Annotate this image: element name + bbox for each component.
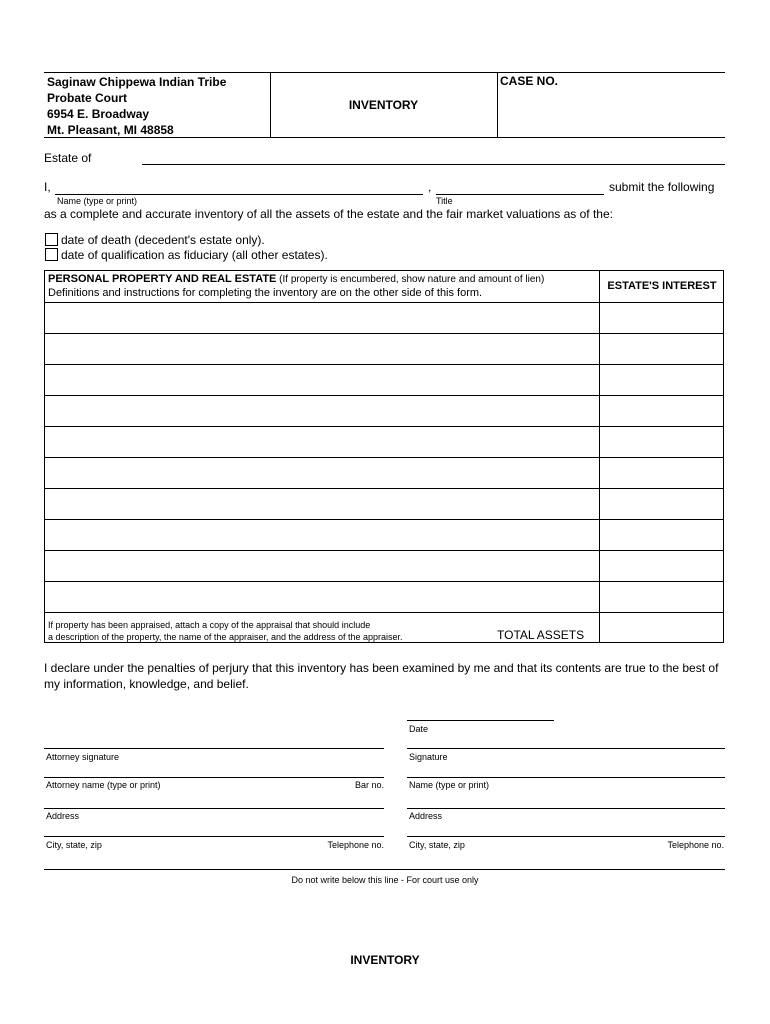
address-field[interactable]	[407, 794, 725, 809]
table-row-rule	[44, 426, 724, 427]
table-row-rule	[44, 333, 724, 334]
estate-of-label: Estate of	[44, 151, 92, 165]
total-assets-label: TOTAL ASSETS	[497, 628, 585, 642]
declaration	[44, 660, 718, 692]
bar-number-label: Bar no.	[354, 780, 384, 790]
signature-label: Signature	[409, 752, 448, 762]
estate-interest-field[interactable]	[601, 583, 726, 612]
estate-interest-field[interactable]	[601, 304, 726, 333]
estate-interest-field[interactable]	[601, 335, 726, 364]
total-assets-field[interactable]	[601, 614, 726, 643]
title-caption: Title	[436, 196, 453, 206]
i-label: I,	[44, 180, 51, 194]
name-caption: Name (type or print)	[57, 196, 138, 206]
form-title: INVENTORY	[348, 98, 419, 112]
court-address	[47, 74, 226, 138]
estate-interest-field[interactable]	[601, 397, 726, 426]
court-name: Saginaw Chippewa Indian Tribe	[47, 75, 227, 89]
attorney-signature-field[interactable]	[44, 734, 384, 749]
appraisal-note-line2: a description of the property, the name of the appraiser, and the address of the appraiser.	[48, 632, 403, 642]
estates-interest-header: ESTATE'S INTEREST	[607, 280, 717, 292]
date-label: Date	[409, 724, 429, 734]
property-description-field[interactable]	[46, 397, 600, 426]
estate-interest-field[interactable]	[601, 490, 726, 519]
comma: ,	[428, 180, 432, 194]
table-row-rule	[44, 395, 724, 396]
header-divider-right	[497, 72, 498, 137]
court-city: Mt. Pleasant, MI 48858	[47, 123, 174, 137]
property-description-field[interactable]	[46, 459, 600, 488]
table-heading-note: (If property is encumbered, show nature and amount of lien)	[276, 274, 545, 285]
declaration-line1: I declare under the penalties of perjury that this inventory has been examined by me and that its contents are true to the best of	[44, 661, 719, 675]
name-field[interactable]	[407, 763, 725, 778]
appraisal-note-line1: If property has been appraised, attach a copy of the appraisal that should include	[48, 620, 371, 630]
submit-text: submit the following	[609, 180, 715, 194]
case-number-label: CASE NO.	[500, 74, 559, 88]
table-row-rule	[44, 550, 724, 551]
date-of-qualification-checkbox[interactable]	[45, 248, 58, 261]
name-label: Name (type or print)	[409, 780, 490, 790]
attorney-city-field[interactable]	[44, 822, 384, 837]
city-field[interactable]	[407, 822, 725, 837]
property-description-field[interactable]	[46, 583, 600, 612]
property-description-field[interactable]	[46, 428, 600, 457]
property-description-field[interactable]	[46, 335, 600, 364]
court-street: 6954 E. Broadway	[47, 107, 150, 121]
estate-interest-field[interactable]	[601, 459, 726, 488]
table-row-rule	[44, 364, 724, 365]
attorney-address-label: Address	[46, 811, 80, 821]
table-heading-bold: PERSONAL PROPERTY AND REAL ESTATE	[48, 273, 277, 285]
attorney-city-label: City, state, zip	[46, 840, 102, 850]
estate-interest-field[interactable]	[601, 521, 726, 550]
estate-interest-field[interactable]	[601, 428, 726, 457]
court-use-rule	[44, 869, 725, 870]
declaration-line2: my information, knowledge, and belief.	[44, 677, 249, 691]
bottom-title: INVENTORY	[350, 953, 420, 967]
table-row-rule	[44, 612, 724, 613]
estate-interest-field[interactable]	[601, 366, 726, 395]
table-row-rule	[44, 488, 724, 489]
table-header-rule	[44, 302, 724, 303]
property-description-field[interactable]	[46, 490, 600, 519]
property-description-field[interactable]	[46, 366, 600, 395]
attorney-name-field[interactable]	[44, 763, 384, 778]
telephone-label: Telephone no.	[667, 840, 724, 850]
table-row-rule	[44, 457, 724, 458]
date-of-death-checkbox[interactable]	[45, 233, 58, 246]
date-field[interactable]	[407, 706, 554, 721]
signature-field[interactable]	[407, 734, 725, 749]
estate-interest-field[interactable]	[601, 552, 726, 581]
court-use-notice: Do not write below this line - For court use only	[291, 875, 479, 885]
property-description-field[interactable]	[46, 304, 600, 333]
estate-of-field[interactable]	[142, 150, 725, 165]
header-top-rule	[44, 72, 725, 73]
property-description-field[interactable]	[46, 521, 600, 550]
declarant-title-field[interactable]	[436, 180, 604, 195]
table-heading	[48, 273, 596, 286]
table-row-rule	[44, 519, 724, 520]
date-of-qualification-label: date of qualification as fiduciary (all other estates).	[61, 248, 328, 262]
case-number-field[interactable]	[500, 92, 726, 136]
table-row-rule	[44, 581, 724, 582]
declarant-name-field[interactable]	[55, 180, 423, 195]
court-division: Probate Court	[47, 91, 128, 105]
city-label: City, state, zip	[409, 840, 465, 850]
attorney-signature-label: Attorney signature	[46, 752, 120, 762]
attorney-telephone-label: Telephone no.	[327, 840, 384, 850]
valuation-text: as a complete and accurate inventory of all the assets of the estate and the fair market valuations as of the:	[44, 207, 613, 221]
attorney-address-field[interactable]	[44, 794, 384, 809]
property-description-field[interactable]	[46, 552, 600, 581]
address-label: Address	[409, 811, 443, 821]
date-of-death-label: date of death (decedent's estate only).	[61, 233, 265, 247]
attorney-name-label: Attorney name (type or print)	[46, 780, 161, 790]
table-instructions: Definitions and instructions for completing the inventory are on the other side of this form.	[48, 287, 483, 299]
